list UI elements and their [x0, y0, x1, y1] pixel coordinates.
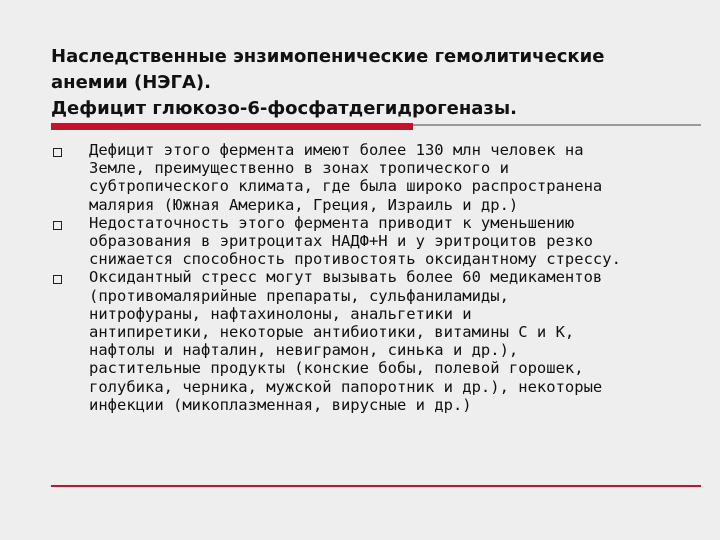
- bullet-text-line: малярия (Южная Америка, Греция, Израиль и др.): [89, 195, 519, 214]
- bullet-text: [89, 141, 692, 214]
- bullet-text-line: Оксидантный стресс могут вызывать более 60 медикаментов: [89, 268, 603, 287]
- bullet-text-line: субтропического климата, где была широко распространена: [89, 177, 603, 196]
- bullet-list: [52, 141, 692, 414]
- bullet-text-line: антипиретики, некоторые антибиотики, витамины С и К,: [89, 323, 575, 342]
- bullet-text-line: нитрофураны, нафтахинолоны, анальгетики и: [89, 304, 472, 323]
- hollow-square-bullet-icon: [53, 221, 62, 230]
- bullet-text-line: образования в эритроцитах НАДФ+Н и у эритроцитов резко: [89, 232, 593, 251]
- slide-title-line: Дефицит глюкозо-6-фосфатдегидрогеназы.: [51, 98, 517, 119]
- bullet-text: [89, 214, 692, 269]
- bullet-text-line: инфекции (микоплазменная, вирусные и др.): [89, 395, 472, 414]
- slide-title-line: Наследственные энзимопенические гемолитические: [51, 46, 605, 67]
- bullet-item: [52, 268, 692, 414]
- bullet-text-line: нафтолы и нафталин, невиграмон, синька и др.),: [89, 341, 519, 360]
- bullet-text-line: Недостаточность этого фермента приводит к уменьшению: [89, 213, 575, 232]
- slide-title: [51, 44, 691, 122]
- bullet-text-line: снижается способность противостоять оксидантному стрессу.: [89, 250, 621, 269]
- bullet-item: [52, 141, 692, 214]
- bullet-text-line: голубика, черника, мужской папоротник и др.), некоторые: [89, 377, 603, 396]
- bullet-text-line: растительные продукты (конские бобы, полевой горошек,: [89, 359, 584, 378]
- bullet-text-line: Дефицит этого фермента имеют более 130 млн человек на: [89, 141, 584, 159]
- bullet-text-line: Земле, преимущественно в зонах тропического и: [89, 159, 509, 178]
- bullet-text-line: (противомалярийные препараты, сульфаниламиды,: [89, 286, 509, 305]
- title-underline-red-accent: [51, 123, 413, 130]
- slide-title-line: анемии (НЭГА).: [51, 72, 211, 93]
- bullet-item: [52, 214, 692, 269]
- footer-rule-red: [51, 485, 701, 487]
- hollow-square-bullet-icon: [53, 148, 62, 157]
- hollow-square-bullet-icon: [53, 275, 62, 284]
- bullet-text: [89, 268, 692, 414]
